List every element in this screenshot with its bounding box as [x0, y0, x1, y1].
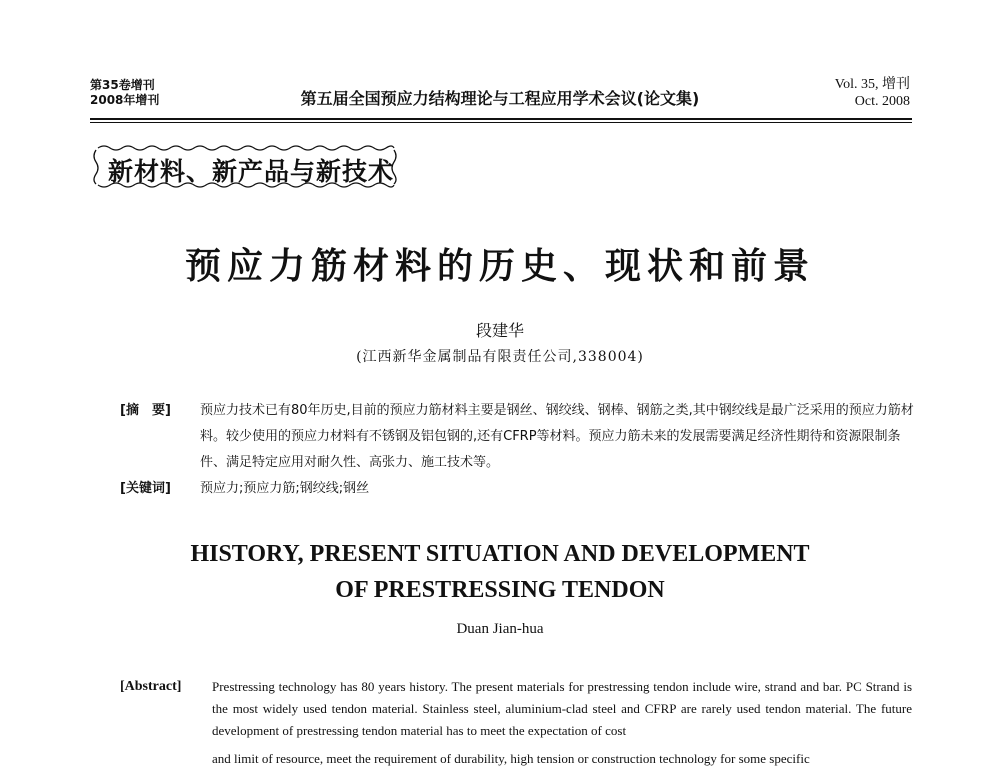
- paper-title-en-line2: OF PRESTRESSING TENDON: [335, 577, 665, 603]
- header-rule: [90, 118, 912, 120]
- journal-volume-line2: 2008年增刊: [90, 93, 160, 107]
- journal-volume-en-line1: Vol. 35, 增刊: [834, 77, 910, 92]
- abstract-en-block: [120, 676, 912, 742]
- abstract-en-row: [120, 676, 912, 742]
- abstract-en-text: Prestressing technology has 80 years history. The present materials for prestressing tendon include wire, strand and bar. PC Strand is the most widely used tendon material. Stainless steel, aluminium-clad steel and CFRP are rarely used tendon material. The future development of prestressing tendon material has to meet the expectation of cost: [212, 679, 912, 738]
- author-en: Duan Jian-hua: [456, 621, 544, 637]
- header-rule-thin: [90, 122, 912, 123]
- paper-title-en-line1: HISTORY, PRESENT SITUATION AND DEVELOPMENT: [190, 541, 810, 567]
- keywords-cn-label: [关键词]: [120, 481, 171, 496]
- abstract-cn-label: [摘 要]: [120, 403, 171, 418]
- journal-volume-en: [835, 76, 910, 110]
- section-label: 新材料、新产品与新技术: [108, 157, 395, 186]
- abstract-cn-row: [120, 398, 920, 476]
- paper-title-en: [0, 536, 1000, 608]
- abstract-en-label: [Abstract]: [120, 679, 182, 694]
- abstract-cn-text: 预应力技术已有80年历史,目前的预应力筋材料主要是钢丝、钢绞线、钢棒、钢筋之类,其中钢绞线是最广泛采用的预应力筋材料。较少使用的预应力材料有不锈钢及铝包钢的,还有CFRP等材料。预应力筋未来的发展需要满足经济性期待和资源限制条件、满足特定应用对耐久性、高张力、施工技术等。: [200, 403, 914, 470]
- journal-date-en: Oct. 2008: [854, 94, 910, 109]
- keywords-cn-text: 预应力;预应力筋;钢绞线;钢丝: [200, 481, 370, 496]
- conference-title: 第五届全国预应力结构理论与工程应用学术会议(论文集): [300, 89, 700, 108]
- abstract-cn-block: [120, 398, 920, 502]
- section-banner: [90, 142, 400, 190]
- journal-volume-line1: 第35卷增刊: [90, 78, 155, 92]
- author-cn: 段建华: [475, 321, 524, 340]
- paper-title-cn: 预应力筋材料的历史、现状和前景: [184, 245, 815, 287]
- keywords-cn-row: [120, 476, 920, 502]
- affiliation-cn: (江西新华金属制品有限责任公司,338004): [356, 349, 644, 365]
- abstract-en-cut-line: and limit of resource, meet the requirement of durability, high tension or construction technology for some specific: [212, 751, 810, 766]
